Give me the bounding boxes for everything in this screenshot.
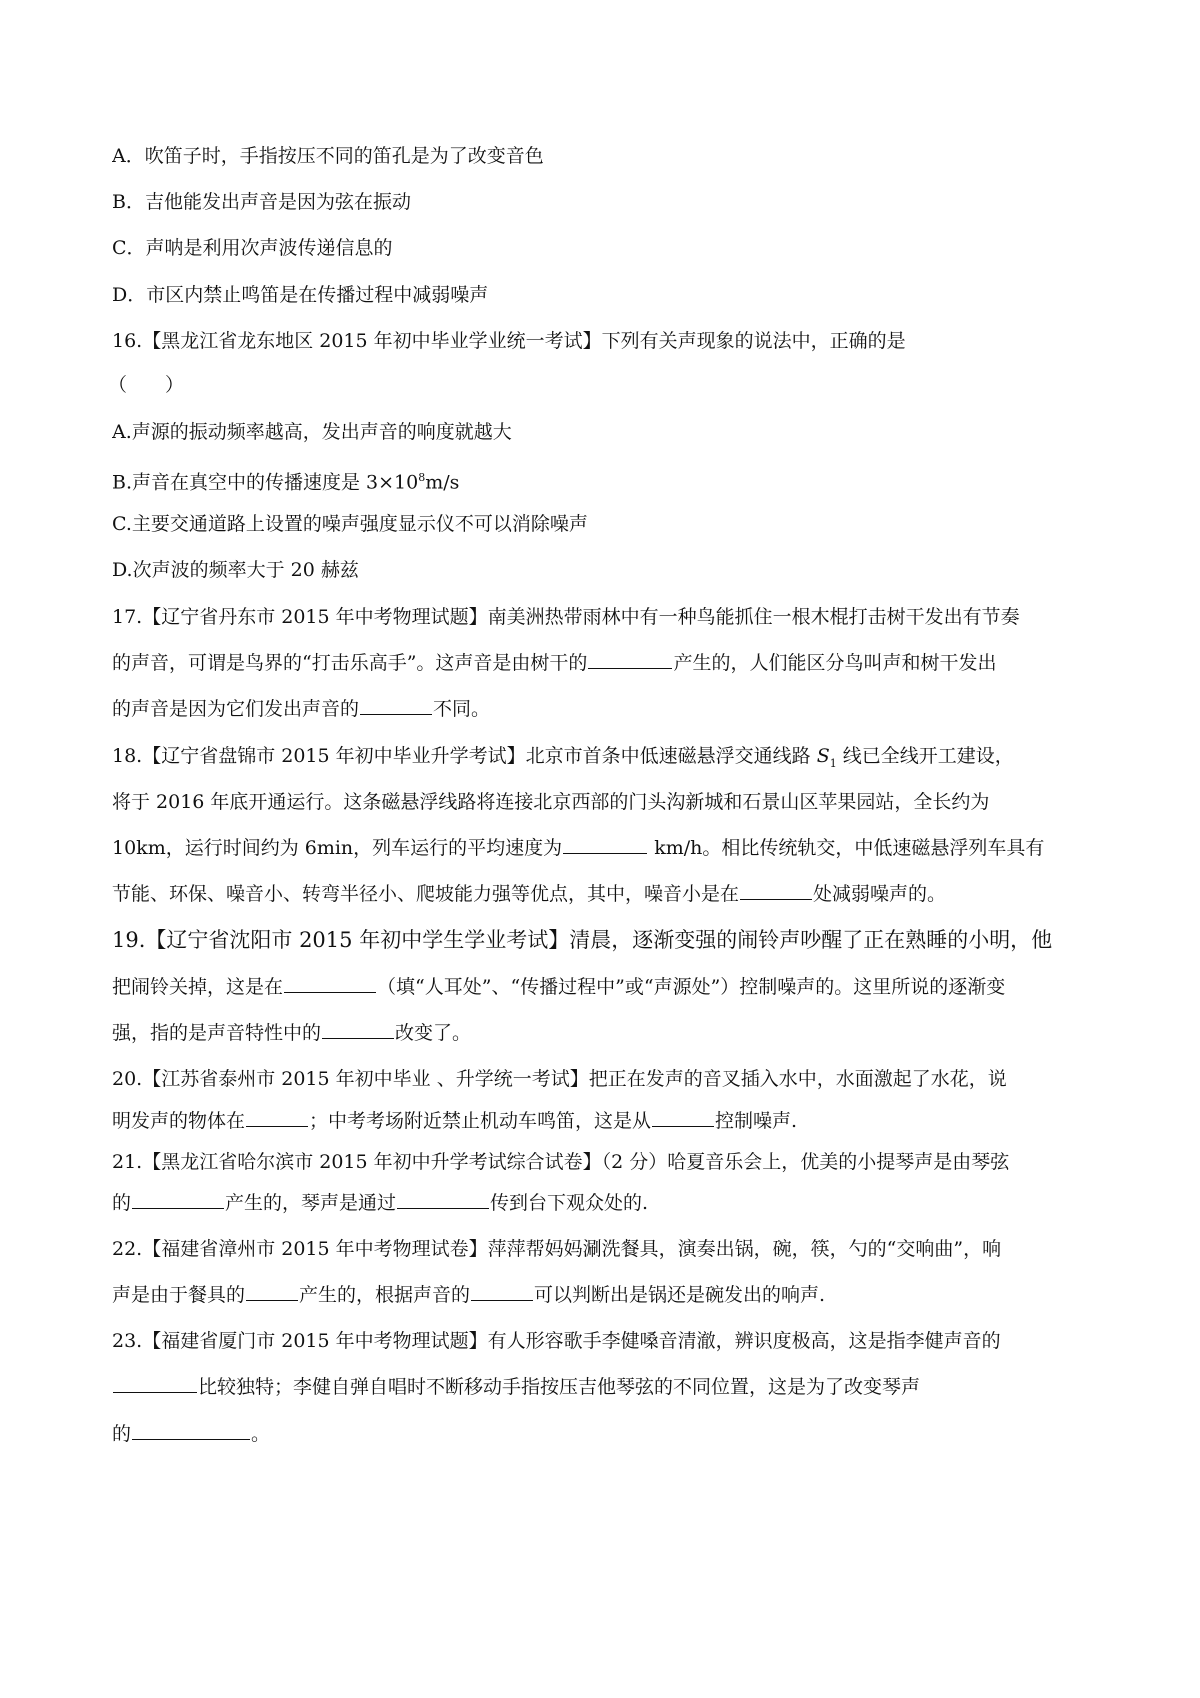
q20-line-2-text-mid: ；中考考场附近禁止机动车鸣笛，这是从 — [309, 1110, 652, 1132]
q16-option-a: A.声源的振动频率越高，发出声音的响度就越大 — [112, 421, 512, 443]
q20-line-2-text: 明发声的物体在 — [112, 1110, 246, 1132]
q15-option-a: A．吹笛子时，手指按压不同的笛孔是为了改变音色 — [112, 145, 544, 167]
q18-blank-2[interactable] — [740, 881, 812, 900]
q19-line-2-text-end: （填“人耳处”、“传播过程中”或“声源处”）控制噪声的。这里所说的逐渐变 — [377, 976, 1006, 998]
q18-line-3-text-end: km/h。相比传统轨交，中低速磁悬浮列车具有 — [648, 837, 1045, 859]
q19-blank-1[interactable] — [284, 974, 376, 993]
q15-option-b: B．吉他能发出声音是因为弦在振动 — [112, 191, 411, 213]
q19-blank-2[interactable] — [322, 1020, 394, 1039]
q17-line-2-text-end: 产生的，人们能区分鸟叫声和树干发出 — [673, 652, 997, 674]
q18-line-4 — [112, 880, 1102, 908]
q17-line-2 — [112, 649, 1102, 677]
q16-option-b-unit: m/s — [425, 471, 460, 494]
q18-line-2: 将于 2016 年底开通运行。这条磁悬浮线路将连接北京西部的门头沟新城和石景山区苹果园站，全长约为 — [112, 791, 990, 813]
q22-line-2-text-mid: 产生的，根据声音的 — [299, 1284, 471, 1306]
q18-line-3 — [112, 834, 1102, 862]
q23-blank-1[interactable] — [113, 1374, 197, 1393]
q16-option-b-exponent: 8 — [418, 471, 426, 484]
q23-line-2 — [112, 1373, 1102, 1401]
q22-line-2-text-end: 可以判断出是锅还是碗发出的响声. — [534, 1284, 826, 1306]
q19-line-3-text: 强，指的是声音特性中的 — [112, 1022, 322, 1044]
q22-blank-2[interactable] — [471, 1282, 533, 1301]
q19-line-1: 19.【辽宁省沈阳市 2015 年初中学生学业考试】清晨，逐渐变强的闹铃声吵醒了正在熟睡的小明，他 — [112, 928, 1053, 952]
q20-line-2-text-end: 控制噪声. — [715, 1110, 798, 1132]
q18-line-4-text: 节能、环保、噪音小、转弯半径小、爬坡能力强等优点，其中，噪音小是在 — [112, 883, 740, 905]
q17-blank-2[interactable] — [360, 696, 432, 715]
q16-option-b — [112, 464, 1102, 496]
q19-line-2 — [112, 973, 1102, 1001]
q21-blank-1[interactable] — [132, 1190, 224, 1209]
q23-blank-2[interactable] — [132, 1421, 250, 1440]
q21-line-2 — [112, 1189, 1102, 1217]
q18-blank-1[interactable] — [563, 835, 647, 854]
q21-blank-2[interactable] — [397, 1190, 489, 1209]
q17-line-3-text: 的声音是因为它们发出声音的 — [112, 698, 360, 720]
q15-option-c: C．声呐是利用次声波传递信息的 — [112, 237, 393, 259]
q19-line-3-text-end: 改变了。 — [395, 1022, 472, 1044]
q16-option-d: D.次声波的频率大于 20 赫兹 — [112, 559, 359, 581]
q16-answer-paren: （ ） — [108, 374, 185, 396]
q18-line-4-text-end: 处减弱噪声的。 — [813, 883, 947, 905]
q16-stem: 16.【黑龙江省龙东地区 2015 年初中毕业学业统一考试】下列有关声现象的说法中，正确的是 — [112, 330, 906, 352]
q18-line-subscript: 1 — [829, 756, 837, 770]
q18-line-symbol: S — [816, 745, 830, 767]
q20-line-2 — [112, 1107, 1102, 1135]
q21-line-2-text: 的 — [112, 1192, 132, 1214]
q19-line-2-text: 把闹铃关掉，这是在 — [112, 976, 284, 998]
q18-line-1 — [112, 742, 1102, 778]
q23-line-3 — [112, 1420, 1102, 1448]
q21-line-2-text-end: 传到台下观众处的. — [490, 1192, 649, 1214]
q22-line-1: 22.【福建省漳州市 2015 年中考物理试卷】萍萍帮妈妈涮洗餐具，演奏出锅，碗，筷，勺的“交响曲”，响 — [112, 1238, 1002, 1260]
q19-line-3 — [112, 1019, 1102, 1047]
q18-line-3-text: 10km，运行时间约为 6min，列车运行的平均速度为 — [112, 837, 563, 859]
q23-line-3-text: 的 — [112, 1423, 132, 1445]
q17-line-1: 17.【辽宁省丹东市 2015 年中考物理试题】南美洲热带雨林中有一种鸟能抓住一根木棍打击树干发出有节奏 — [112, 606, 1020, 628]
q22-line-2 — [112, 1281, 1102, 1309]
q23-line-1: 23.【福建省厦门市 2015 年中考物理试题】有人形容歌手李健嗓音清澈，辨识度极高，这是指李健声音的 — [112, 1330, 1001, 1352]
q17-line-3-text-end: 不同。 — [433, 698, 491, 720]
q22-blank-1[interactable] — [246, 1282, 298, 1301]
q23-line-3-text-end: 。 — [251, 1423, 271, 1445]
q17-blank-1[interactable] — [588, 650, 672, 669]
q16-option-b-text: B.声音在真空中的传播速度是 3×10 — [112, 471, 419, 494]
q21-line-2-text-mid: 产生的，琴声是通过 — [225, 1192, 397, 1214]
q23-line-2-text: 比较独特；李健自弹自唱时不断移动手指按压吉他琴弦的不同位置，这是为了改变琴声 — [198, 1376, 921, 1398]
q21-line-1: 21.【黑龙江省哈尔滨市 2015 年初中升学考试综合试卷】（2 分）哈夏音乐会上，优美的小提琴声是由琴弦 — [112, 1151, 1010, 1173]
q22-line-2-text: 声是由于餐具的 — [112, 1284, 246, 1306]
q16-option-c: C.主要交通道路上设置的噪声强度显示仪不可以消除噪声 — [112, 513, 588, 535]
q20-blank-2[interactable] — [652, 1108, 714, 1127]
q20-line-1: 20.【江苏省泰州市 2015 年初中毕业 、升学统一考试】把正在发声的音叉插入水中，水面激起了水花，说 — [112, 1068, 1007, 1090]
q18-line-1-text: 18.【辽宁省盘锦市 2015 年初中毕业升学考试】北京市首条中低速磁悬浮交通线路 — [112, 745, 817, 767]
q15-option-d: D．市区内禁止鸣笛是在传播过程中减弱噪声 — [112, 284, 489, 306]
q18-line-1-text-end: 线已全线开工建设， — [836, 745, 1014, 767]
q17-line-2-text: 的声音，可谓是鸟界的“打击乐高手”。这声音是由树干的 — [112, 652, 588, 674]
q17-line-3 — [112, 695, 1102, 723]
q20-blank-1[interactable] — [246, 1108, 308, 1127]
